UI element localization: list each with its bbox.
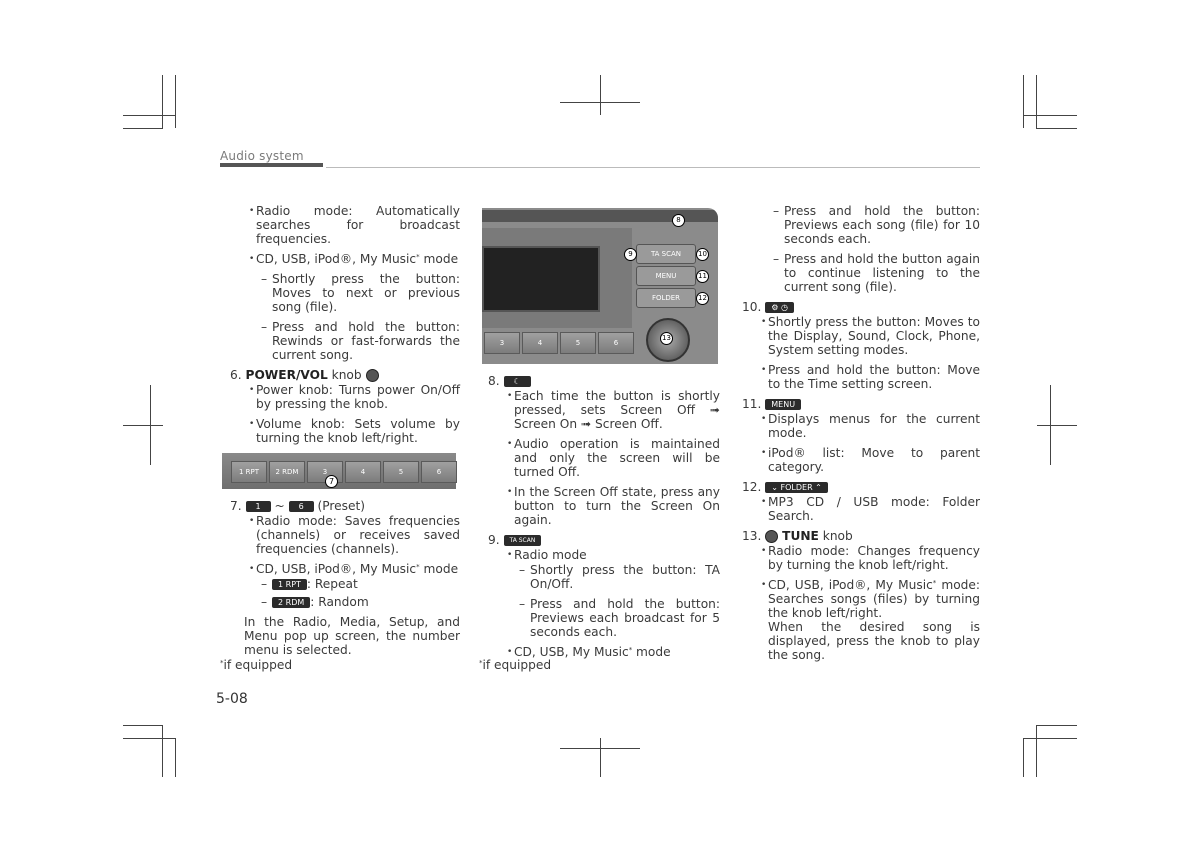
preset-button-4: 4 xyxy=(345,461,381,483)
crop-mark xyxy=(600,75,601,115)
item-6: 6. POWER/VOL knob xyxy=(230,368,460,382)
crop-mark xyxy=(1037,425,1077,426)
preset-button-1: 1 RPT xyxy=(231,461,267,483)
dash-shortly-press: – Shortly press the button: Moves to next or previous song (file). xyxy=(230,272,460,314)
right-column xyxy=(742,204,980,668)
crop-mark xyxy=(560,748,640,749)
crop-mark xyxy=(162,75,163,128)
image-button-4: 4 xyxy=(522,332,558,354)
header-bar xyxy=(220,163,323,167)
crop-mark xyxy=(1023,738,1077,739)
preset-strip-image xyxy=(222,453,456,489)
knob-icon xyxy=(366,369,379,382)
repeat-dash: – 1 RPT : Repeat xyxy=(230,577,460,591)
preset-6-key: 6 xyxy=(289,501,314,512)
crop-mark xyxy=(1036,75,1037,128)
moon-key: ☾ xyxy=(504,376,531,387)
item8-bullet-1: • Each time the button is shortly pressed, sets Screen Off ➟ Screen On ➟ Screen Off. xyxy=(488,389,720,431)
item8-bullet-3: • In the Screen Off state, press any button to turn the Screen On again. xyxy=(488,485,720,527)
item-10: 10. ⚙ ◷ xyxy=(742,300,980,314)
ta-scan-key: TA SCAN xyxy=(504,535,542,546)
preset-1-key: 1 xyxy=(246,501,271,512)
crop-mark xyxy=(123,725,163,726)
crop-mark xyxy=(162,725,163,777)
item11-bullet-1: • Displays menus for the current mode. xyxy=(742,412,980,440)
preset-button-5: 5 xyxy=(383,461,419,483)
crop-mark xyxy=(1023,115,1077,116)
item-11: 11. MENU xyxy=(742,397,980,411)
preset-radio-bullet: • Radio mode: Saves frequencies (channels) or receives saved frequencies (channels). xyxy=(230,514,460,556)
page-number: 5-08 xyxy=(216,691,248,707)
crop-mark xyxy=(1036,128,1077,129)
rpt-key: 1 RPT xyxy=(272,579,307,590)
callout-badge-11: 11 xyxy=(696,270,709,283)
callout-badge-8: 8 xyxy=(672,214,685,227)
left-column xyxy=(230,204,460,663)
item8-bullet-2: • Audio operation is maintained and only the screen will be turned Off. xyxy=(488,437,720,479)
item-9: 9. TA SCAN xyxy=(488,533,720,547)
display-screen xyxy=(482,246,600,312)
folder-button: FOLDER xyxy=(636,288,696,308)
menu-key: MENU xyxy=(765,399,801,410)
power-knob-bullet: • Power knob: Turns power On/Off by pressing the knob. xyxy=(230,383,460,411)
item13-bullet-1: • Radio mode: Changes frequency by turning the knob left/right. xyxy=(742,544,980,572)
menu-button: MENU xyxy=(636,266,696,286)
preset-button-2: 2 RDM xyxy=(269,461,305,483)
preset-button-6: 6 xyxy=(421,461,457,483)
callout-badge-12: 12 xyxy=(696,292,709,305)
crop-mark xyxy=(123,425,163,426)
folder-key: ⌄ FOLDER ⌃ xyxy=(765,482,828,493)
crop-mark xyxy=(123,738,175,739)
right-dash-1: – Press and hold the button: Previews each song (file) for 10 seconds each. xyxy=(742,204,980,246)
radio-unit-image xyxy=(482,208,718,364)
tune-label: TUNE xyxy=(782,529,819,543)
header-rule xyxy=(326,167,980,168)
item9-bullet-cd: • CD, USB, My Music* mode xyxy=(488,645,720,659)
crop-mark xyxy=(600,738,601,777)
item10-bullet-2: • Press and hold the button: Move to the Time setting screen. xyxy=(742,363,980,391)
random-dash: – 2 RDM : Random xyxy=(230,595,460,609)
item13-bullet-2-cont: When the desired song is displayed, press the knob to play the song. xyxy=(768,620,980,662)
item-8: 8. ☾ xyxy=(488,374,720,388)
dash-press-hold: – Press and hold the button: Rewinds or fast-forwards the current song. xyxy=(230,320,460,362)
callout-badge-10: 10 xyxy=(696,248,709,261)
right-dash-2: – Press and hold the button again to continue listening to the current song (file). xyxy=(742,252,980,294)
power-vol-label: POWER/VOL xyxy=(245,368,328,382)
image-button-6: 6 xyxy=(598,332,634,354)
item13-bullet-2: • CD, USB, iPod®, My Music* mode: Searches songs (files) by turning the knob left/right. xyxy=(742,578,980,620)
item9-bullet-radio: • Radio mode xyxy=(488,548,720,562)
crop-mark xyxy=(175,738,176,777)
image-button-3: 3 xyxy=(484,332,520,354)
item12-bullet-1: • MP3 CD / USB mode: Folder Search. xyxy=(742,495,980,523)
ta-scan-button: TA SCAN xyxy=(636,244,696,264)
radio-mode-bullet: • Radio mode: Automatically searches for broadcast frequencies. xyxy=(230,204,460,246)
crop-mark xyxy=(175,75,176,128)
item9-dash-2: – Press and hold the button: Previews each broadcast for 5 seconds each. xyxy=(488,597,720,639)
preset-button-3: 3 xyxy=(307,461,343,483)
crop-mark xyxy=(1023,738,1024,777)
mid-footnote: *if equipped xyxy=(479,658,552,672)
section-title: Audio system xyxy=(220,149,304,163)
middle-column xyxy=(488,206,720,665)
volume-knob-bullet: • Volume knob: Sets volume by turning the knob left/right. xyxy=(230,417,460,445)
tune-knob-icon xyxy=(765,530,778,543)
crop-mark xyxy=(560,102,640,103)
left-footnote: *if equipped xyxy=(220,658,293,672)
item-7: 7. 1 ~ 6 (Preset) xyxy=(230,499,366,513)
item9-dash-1: – Shortly press the button: TA On/Off. xyxy=(488,563,720,591)
crop-mark xyxy=(123,115,175,116)
callout-badge-7: 7 xyxy=(325,475,338,488)
image-button-5: 5 xyxy=(560,332,596,354)
crop-mark xyxy=(1023,75,1024,128)
callout-badge-13: 13 xyxy=(660,332,673,345)
item11-bullet-2: • iPod® list: Move to parent category. xyxy=(742,446,980,474)
crop-mark xyxy=(123,128,163,129)
rdm-key: 2 RDM xyxy=(272,597,310,608)
crop-mark xyxy=(1036,725,1077,726)
cd-usb-mode-bullet: • CD, USB, iPod®, My Music* mode xyxy=(230,252,460,266)
preset-cd-bullet: • CD, USB, iPod®, My Music* mode xyxy=(230,562,460,576)
item-13: 13. TUNE knob xyxy=(742,529,853,543)
item10-bullet-1: • Shortly press the button: Moves to the Display, Sound, Clock, Phone, System setting modes. xyxy=(742,315,980,357)
setup-clock-key: ⚙ ◷ xyxy=(765,302,794,313)
callout-badge-9: 9 xyxy=(624,248,637,261)
item-12: 12. ⌄ FOLDER ⌃ xyxy=(742,480,980,494)
menu-note: In the Radio, Media, Setup, and Menu pop up screen, the number menu is selected. xyxy=(244,615,460,657)
crop-mark xyxy=(1036,725,1037,777)
